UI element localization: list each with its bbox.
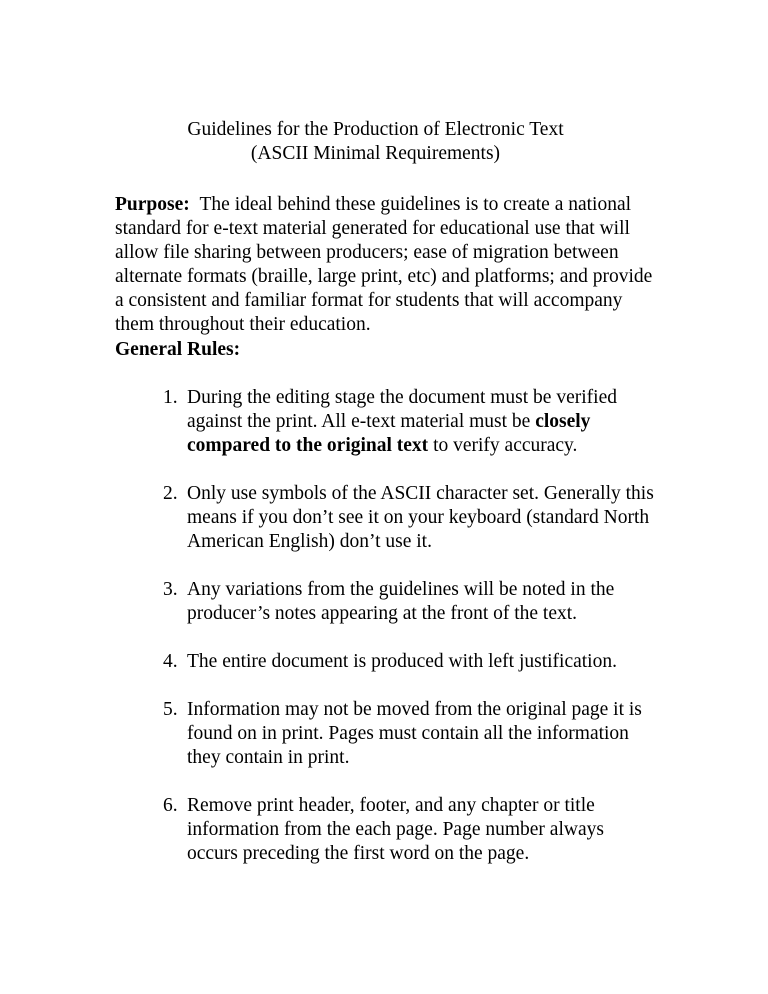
rule-item	[0, 386, 657, 458]
rule-number: 3.	[163, 579, 178, 600]
rule-number: 4.	[163, 651, 178, 672]
title-line-1: Guidelines for the Production of Electronic Text	[187, 119, 564, 140]
purpose-label: Purpose:	[115, 194, 190, 215]
rule-text: Information may not be moved from the original page it is found on in print. Pages must contain all the information they contain in print.	[187, 699, 642, 768]
purpose-paragraph	[115, 193, 655, 337]
rule-item	[0, 578, 657, 626]
rule-item	[0, 794, 657, 866]
rule-number: 1.	[163, 387, 178, 408]
rule-number: 5.	[163, 699, 178, 720]
rules-list	[0, 386, 768, 890]
rule-text: The entire document is produced with left justification.	[187, 651, 617, 672]
rule-text	[187, 386, 657, 458]
purpose-text: The ideal behind these guidelines is to create a national standard for e-text material generated for educational use that will allow file sharing between producers; ease of migration between alternate formats (braille, large print, etc) and platforms; and provide a consistent and familiar format for students that will accompany them throughout their education.	[115, 194, 653, 335]
rule-text-part: During the editing stage the document must be verified against the print. All e-text material must be	[187, 387, 617, 432]
rules-heading: General Rules:	[115, 339, 241, 360]
rule-text-part: to verify accuracy.	[428, 435, 578, 456]
rule-number: 6.	[163, 795, 178, 816]
rule-number: 2.	[163, 483, 178, 504]
rule-item	[0, 482, 657, 554]
title-line-2: (ASCII Minimal Requirements)	[250, 143, 501, 164]
document-title	[0, 118, 768, 166]
rule-text: Only use symbols of the ASCII character set. Generally this means if you don’t see it on your keyboard (standard North American English) don’t use it.	[187, 483, 654, 552]
rule-item	[0, 698, 657, 770]
rule-text: Any variations from the guidelines will be noted in the producer’s notes appearing at the front of the text.	[187, 579, 615, 624]
rule-emphasis: closely compared to the original text	[187, 411, 591, 456]
rule-text: Remove print header, footer, and any chapter or title information from the each page. Page number always occurs preceding the first word on the page.	[187, 795, 604, 864]
rule-item	[0, 650, 657, 674]
